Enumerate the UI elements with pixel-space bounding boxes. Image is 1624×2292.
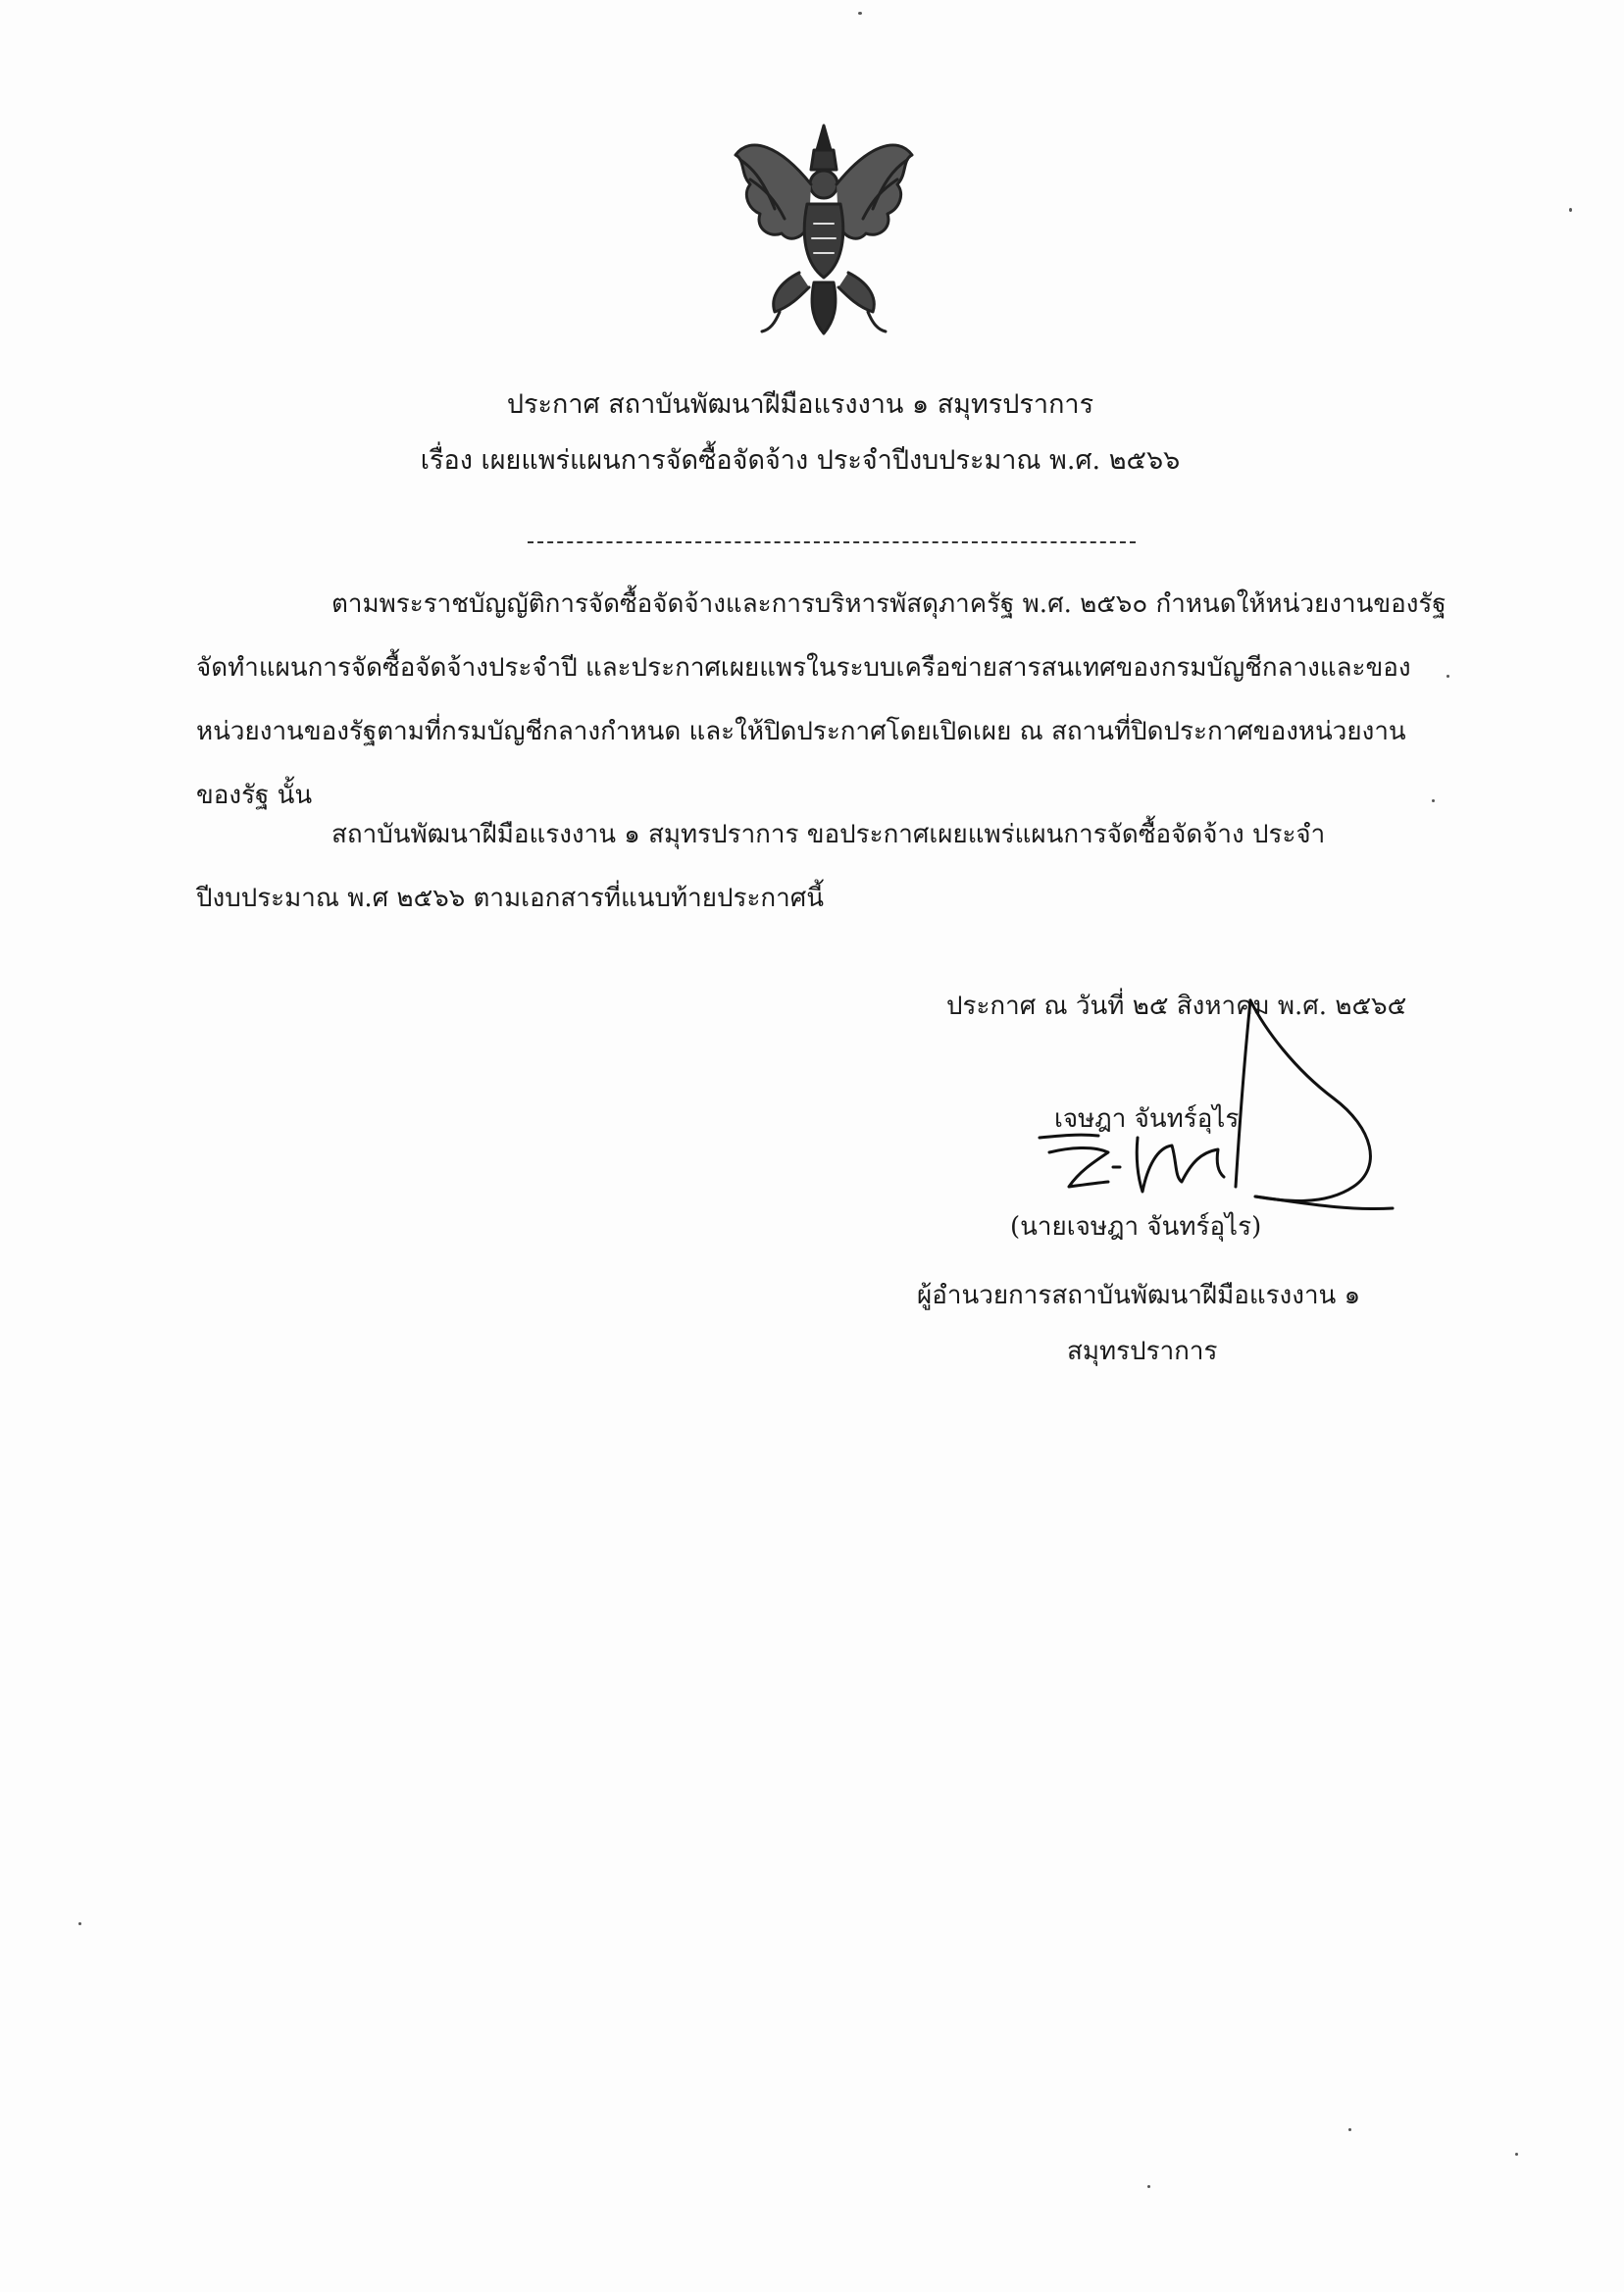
scan-speck [1147, 2185, 1150, 2188]
scan-speck [78, 1922, 81, 1925]
scan-speck [1348, 2128, 1351, 2131]
paragraph-2-line-2: ปีงบประมาณ พ.ศ ๒๕๖๖ ตามเอกสารที่แนบท้ายประกาศนี้ [196, 884, 825, 913]
scan-speck [1569, 208, 1572, 212]
announcement-subject: เรื่อง เผยแพร่แผนการจัดซื้อจัดจ้าง ประจำปีงบประมาณ พ.ศ. ๒๕๖๖ [420, 445, 1181, 476]
paragraph-2-line-1: สถาบันพัฒนาฝีมือแรงงาน ๑ สมุทรปราการ ขอประกาศเผยแพร่แผนการจัดซื้อจัดจ้าง ประจำ [331, 820, 1326, 849]
announcement-title: ประกาศ สถาบันพัฒนาฝีมือแรงงาน ๑ สมุทรปราการ [506, 389, 1094, 420]
signer-name: เจษฎา จันทร์อุไร [1054, 1104, 1240, 1134]
signer-position-line-1: ผู้อำนวยการสถาบันพัฒนาฝีมือแรงงาน ๑ [917, 1281, 1361, 1310]
paragraph-1-line-1: ตามพระราชบัญญัติการจัดซื้อจัดจ้างและการบริหารพัสดุภาครัฐ พ.ศ. ๒๕๖๐ กำหนดให้หน่วยงานของรัฐ [331, 589, 1446, 619]
signer-position-line-2: สมุทรปราการ [1067, 1337, 1218, 1366]
dashed-separator [528, 541, 1136, 543]
scan-speck [1515, 2153, 1518, 2156]
signer-full-name: (นายเจษฎา จันทร์อุไร) [1010, 1212, 1262, 1242]
paragraph-1-line-2: จัดทำแผนการจัดซื้อจัดจ้างประจำปี และประกาศเผยแพรในระบบเครือข่ายสารสนเทศของกรมบัญชีกลางและของ [196, 653, 1411, 683]
announcement-date: ประกาศ ณ วันที่ ๒๕ สิงหาคม พ.ศ. ๒๕๖๕ [946, 992, 1407, 1021]
paragraph-1-line-4: ของรัฐ นั้น [196, 781, 313, 810]
garuda-emblem-icon [721, 116, 927, 341]
scan-speck [1432, 799, 1435, 802]
scan-speck [1446, 675, 1449, 678]
scan-speck [858, 12, 862, 15]
paragraph-1-line-3: หน่วยงานของรัฐตามที่กรมบัญชีกลางกำหนด และให้ปิดประกาศโดยเปิดเผย ณ สถานที่ปิดประกาศของหน่วยงาน [196, 717, 1406, 746]
